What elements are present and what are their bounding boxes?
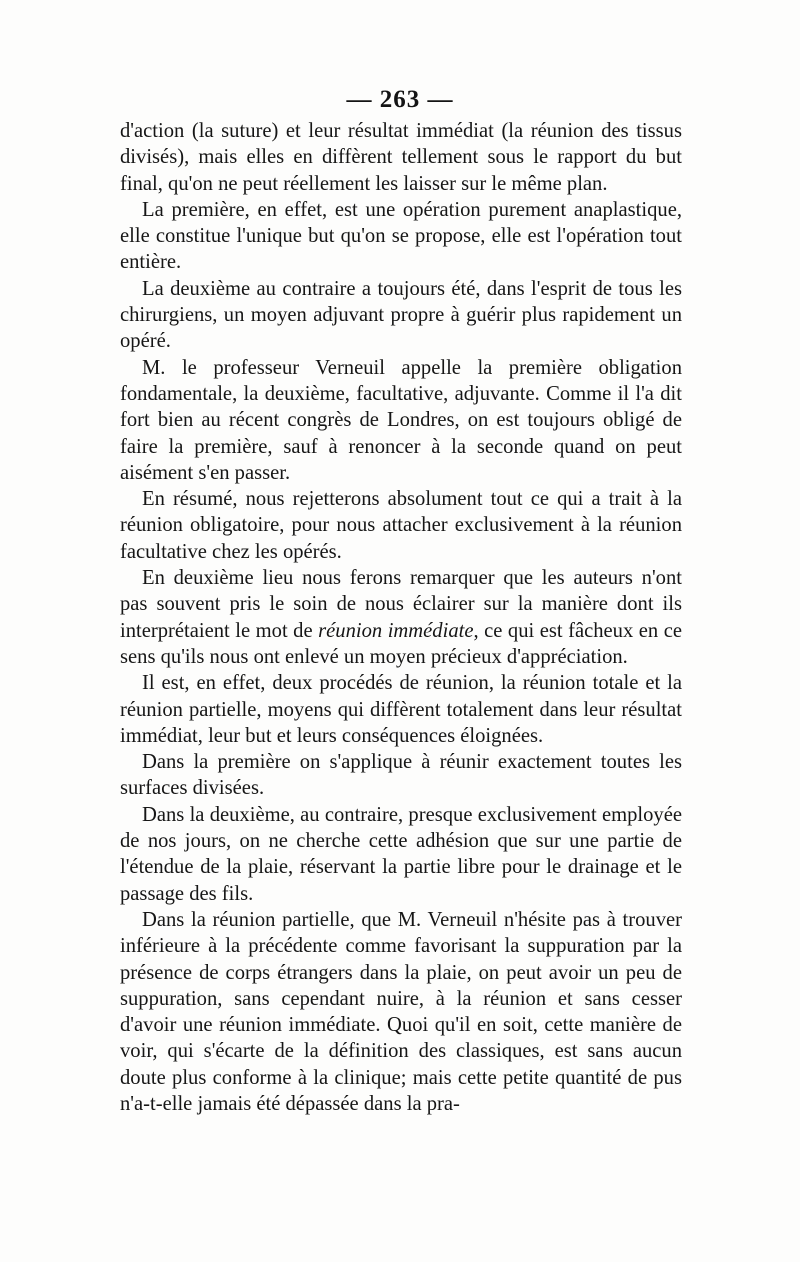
paragraph-3: La deuxième au contraire a toujours été, dans l'esprit de tous les chirurgiens, un moyen adjuvant propre à guérir plus rapidement un opéré.	[120, 277, 682, 353]
paragraph-6	[120, 565, 682, 670]
page-number: — 263 —	[346, 86, 454, 113]
paragraph-6-before: En deuxième lieu nous ferons remarquer que les auteurs n'ont pas souvent pris le soin de nous éclairer sur la manière dont ils interprétaient le mot de	[120, 567, 682, 642]
paragraph-4: M. le professeur Verneuil appelle la première obligation fondamentale, la deuxième, facultative, adjuvante. Comme il l'a dit fort bien au récent congrès de Londres, on est toujours obligé de faire la première, sauf à renoncer à la seconde quand on peut aisément s'en passer.	[120, 356, 682, 484]
paragraph-1: d'action (la suture) et leur résultat immédiat (la réunion des tissus divisés), mais elles en diffèrent tellement sous le rapport du but final, qu'on ne peut réellement les laisser sur le même plan.	[120, 120, 682, 195]
body-text	[120, 118, 682, 1117]
paragraph-9: Dans la deuxième, au contraire, presque exclusivement employée de nos jours, on ne cherche cette adhésion que sur une partie de l'étendue de la plaie, réservant la partie libre pour le drainage et le passage des fils.	[120, 803, 682, 905]
paragraph-6-italic-term: réunion immédiate	[318, 619, 474, 642]
paragraph-7: Il est, en effet, deux procédés de réunion, la réunion totale et la réunion partielle, moyens qui diffèrent totalement dans leur résultat immédiat, leur but et leurs conséquences éloignées.	[120, 672, 682, 747]
paragraph-2: La première, en effet, est une opération purement anaplastique, elle constitue l'unique but qu'on se propose, elle est l'opération tout entière.	[120, 198, 682, 274]
paragraph-8: Dans la première on s'applique à réunir exactement toutes les surfaces divisées.	[120, 751, 682, 800]
paragraph-5: En résumé, nous rejetterons absolument tout ce qui a trait à la réunion obligatoire, pour nous attacher exclusivement à la réunion facultative chez les opérés.	[120, 488, 682, 563]
paragraph-10: Dans la réunion partielle, que M. Verneuil n'hésite pas à trouver inférieure à la précédente comme favorisant la suppuration par la présence de corps étrangers dans la plaie, on peut avoir un peu de suppuration, sans cependant nuire, à la réunion et sans cesser d'avoir une réunion immédiate. Quoi qu'il en soit, cette manière de voir, qui s'écarte de la définition des classiques, est sans aucun doute plus conforme à la clinique; mais cette petite quantité de pus n'a-t-elle jamais été dépassée dans la pra-	[120, 908, 682, 1115]
paragraph-6-after: , ce qui est fâcheux en ce sens qu'ils nous ont enlevé un moyen précieux d'appréciation.	[120, 619, 682, 668]
